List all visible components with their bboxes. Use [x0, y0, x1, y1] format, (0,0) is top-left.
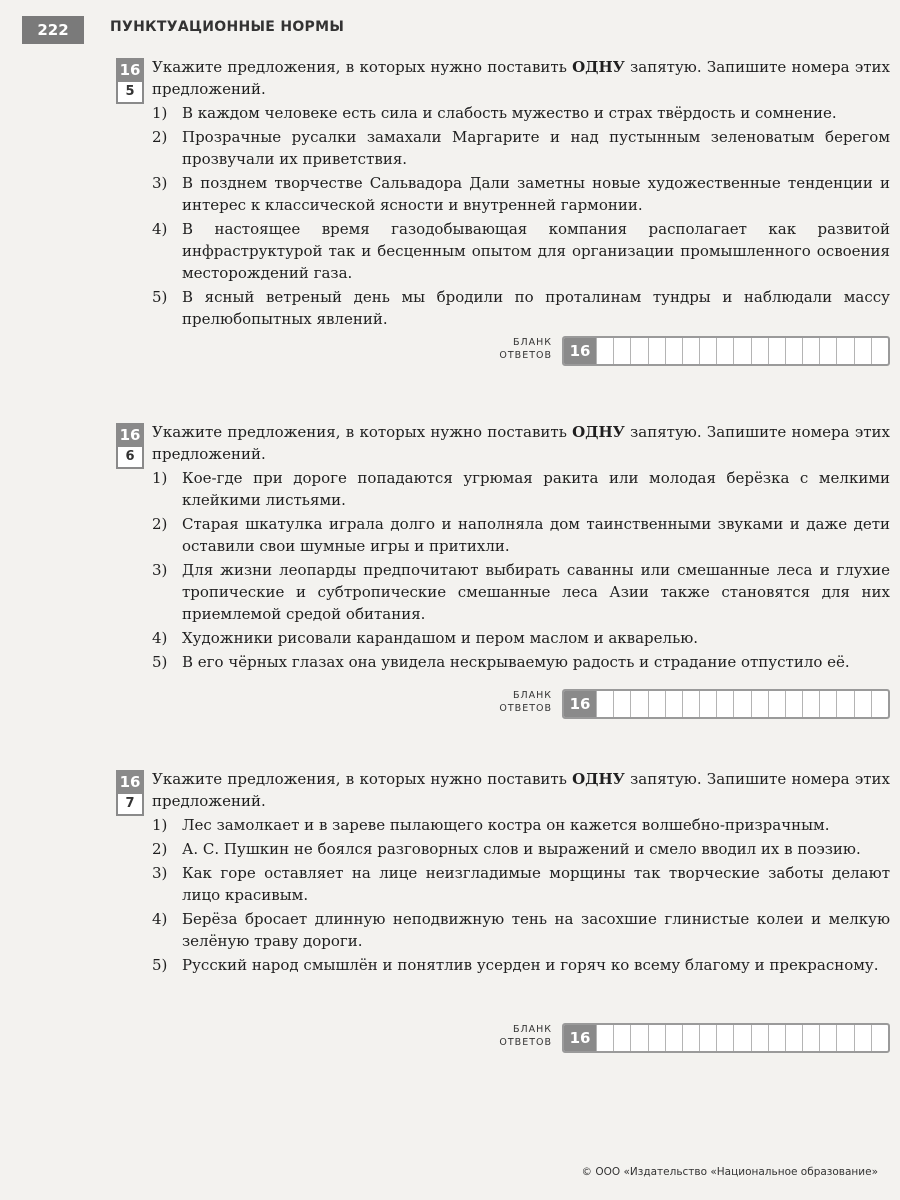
option-number: 1) — [152, 469, 168, 487]
answer-cell[interactable] — [871, 691, 888, 717]
answer-label-line: БЛАНК — [512, 337, 552, 348]
option-item — [152, 559, 890, 625]
option-item — [152, 102, 890, 124]
option-item — [152, 172, 890, 216]
answer-cell[interactable] — [785, 691, 802, 717]
answer-cell[interactable] — [768, 691, 785, 717]
task-prompt — [152, 421, 890, 465]
task-number: 16 — [116, 58, 144, 82]
prompt-text: Укажите предложения, в которых нужно поставить — [152, 770, 573, 788]
task-variant: 6 — [116, 447, 144, 469]
answer-cell[interactable] — [716, 1025, 733, 1051]
option-number: 1) — [152, 104, 168, 122]
answer-cell[interactable] — [630, 691, 647, 717]
answer-cell[interactable] — [733, 691, 750, 717]
answer-cell[interactable] — [871, 338, 888, 364]
option-number: 3) — [152, 561, 168, 579]
answer-cell[interactable] — [785, 1025, 802, 1051]
task-number-badge — [116, 58, 144, 104]
option-item — [152, 218, 890, 284]
answer-strip — [562, 336, 890, 366]
prompt-emphasis: ОДНУ — [572, 423, 625, 441]
option-item — [152, 126, 890, 170]
option-text: Старая шкатулка играла долго и наполняла дом таинственными звуками и даже дети оставили свои шумные игры и притихли. — [182, 515, 890, 555]
option-item — [152, 838, 890, 860]
answer-cell[interactable] — [699, 338, 716, 364]
option-text: Как горе оставляет на лице неизгладимые морщины так творческие заботы делают лицо красивым. — [182, 864, 890, 904]
answer-cell[interactable] — [665, 1025, 682, 1051]
answer-cell[interactable] — [871, 1025, 888, 1051]
answer-cell[interactable] — [854, 1025, 871, 1051]
task-prompt — [152, 56, 890, 100]
task-variant: 5 — [116, 82, 144, 104]
answer-cell[interactable] — [768, 338, 785, 364]
options-list — [152, 814, 890, 976]
answer-task-number: 16 — [564, 1025, 596, 1051]
answer-cell[interactable] — [802, 691, 819, 717]
prompt-emphasis: ОДНУ — [572, 770, 625, 788]
answer-cell[interactable] — [751, 1025, 768, 1051]
answer-cells — [596, 1025, 888, 1051]
answer-cell[interactable] — [665, 691, 682, 717]
answer-cell[interactable] — [733, 338, 750, 364]
copyright-footer: © ООО «Издательство «Национальное образование» — [581, 1166, 878, 1178]
option-text: Берёза бросает длинную неподвижную тень на засохшие глинистые колеи и мелкую зелёную траву дороги. — [182, 910, 890, 950]
option-number: 2) — [152, 515, 168, 533]
option-text: Лес замолкает и в зареве пылающего костра он кажется волшебно-призрачным. — [182, 816, 830, 834]
option-item — [152, 627, 890, 649]
option-text: В каждом человеке есть сила и слабость мужество и страх твёрдость и сомнение. — [182, 104, 837, 122]
answer-cell[interactable] — [682, 691, 699, 717]
answer-form — [490, 336, 890, 364]
prompt-text: запятую. Запишите номера этих предложений. — [152, 423, 890, 463]
answer-form — [490, 1023, 890, 1051]
options-list — [152, 102, 890, 330]
option-text: Кое-где при дороге попадаются угрюмая ракита или молодая берёзка с мелкими клейкими листьями. — [182, 469, 890, 509]
task-variant: 7 — [116, 794, 144, 816]
option-text: В ясный ветреный день мы бродили по проталинам тундры и наблюдали массу прелюбопытных явлений. — [182, 288, 890, 328]
answer-label-line: ОТВЕТОВ — [499, 350, 552, 361]
option-item — [152, 814, 890, 836]
answer-form-label — [490, 1023, 552, 1049]
answer-cell[interactable] — [596, 691, 613, 717]
answer-cell[interactable] — [682, 338, 699, 364]
option-text: Для жизни леопарды предпочитают выбирать саванны или смешанные леса и глухие тропические и субтропические смешанные леса Азии также становятся для них приемлемой средой обитания. — [182, 561, 890, 623]
answer-cell[interactable] — [699, 691, 716, 717]
answer-cell[interactable] — [836, 338, 853, 364]
option-number: 3) — [152, 174, 168, 192]
option-number: 2) — [152, 128, 168, 146]
option-text: Художники рисовали карандашом и пером маслом и акварелью. — [182, 629, 699, 647]
task-number-badge — [116, 770, 144, 816]
answer-form-label — [490, 689, 552, 715]
option-text: Русский народ смышлён и понятлив усерден и горяч ко всему благому и прекрасному. — [182, 956, 879, 974]
answer-cells — [596, 691, 888, 717]
task-prompt — [152, 768, 890, 812]
answer-cell[interactable] — [596, 338, 613, 364]
answer-cell[interactable] — [682, 1025, 699, 1051]
answer-cell[interactable] — [716, 338, 733, 364]
answer-cell[interactable] — [751, 338, 768, 364]
answer-cell[interactable] — [630, 1025, 647, 1051]
answer-form-label — [490, 336, 552, 362]
answer-strip — [562, 1023, 890, 1053]
option-item — [152, 467, 890, 511]
answer-cell[interactable] — [613, 691, 630, 717]
option-text: В настоящее время газодобывающая компания располагает как развитой инфраструктурой так и бесценным опытом для организации промышленного освоения месторождений газа. — [182, 220, 890, 282]
option-number: 3) — [152, 864, 168, 882]
answer-form — [490, 689, 890, 717]
answer-cell[interactable] — [613, 338, 630, 364]
task-number: 16 — [116, 423, 144, 447]
answer-cell[interactable] — [836, 691, 853, 717]
answer-cell[interactable] — [648, 1025, 665, 1051]
answer-cell[interactable] — [613, 1025, 630, 1051]
option-number: 4) — [152, 629, 168, 647]
answer-label-line: БЛАНК — [512, 690, 552, 701]
answer-cells — [596, 338, 888, 364]
prompt-text: запятую. Запишите номера этих предложений. — [152, 58, 890, 98]
option-item — [152, 862, 890, 906]
answer-cell[interactable] — [648, 338, 665, 364]
answer-cell[interactable] — [836, 1025, 853, 1051]
prompt-text: Укажите предложения, в которых нужно поставить — [152, 423, 573, 441]
option-number: 5) — [152, 653, 168, 671]
answer-cell[interactable] — [854, 691, 871, 717]
option-number: 5) — [152, 956, 168, 974]
answer-cell[interactable] — [819, 338, 836, 364]
option-number: 4) — [152, 220, 168, 238]
answer-cell[interactable] — [854, 338, 871, 364]
answer-cell[interactable] — [665, 338, 682, 364]
option-number: 1) — [152, 816, 168, 834]
option-item — [152, 651, 890, 673]
option-item — [152, 954, 890, 976]
answer-cell[interactable] — [819, 1025, 836, 1051]
answer-label-line: БЛАНК — [512, 1024, 552, 1035]
answer-cell[interactable] — [648, 691, 665, 717]
answer-cell[interactable] — [596, 1025, 613, 1051]
answer-cell[interactable] — [785, 338, 802, 364]
option-number: 2) — [152, 840, 168, 858]
prompt-emphasis: ОДНУ — [572, 58, 625, 76]
task-number: 16 — [116, 770, 144, 794]
option-item — [152, 908, 890, 952]
running-head: ПУНКТУАЦИОННЫЕ НОРМЫ — [110, 19, 345, 35]
option-item — [152, 286, 890, 330]
answer-task-number: 16 — [564, 691, 596, 717]
option-text: А. С. Пушкин не боялся разговорных слов и выражений и смело вводил их в поэзию. — [182, 840, 861, 858]
answer-cell[interactable] — [819, 691, 836, 717]
answer-cell[interactable] — [733, 1025, 750, 1051]
option-item — [152, 513, 890, 557]
page-number: 222 — [22, 16, 84, 44]
prompt-text: Укажите предложения, в которых нужно поставить — [152, 58, 573, 76]
answer-cell[interactable] — [802, 1025, 819, 1051]
answer-label-line: ОТВЕТОВ — [499, 1037, 552, 1048]
answer-label-line: ОТВЕТОВ — [499, 703, 552, 714]
option-text: В его чёрных глазах она увидела нескрываемую радость и страдание отпустило её. — [182, 653, 850, 671]
answer-cell[interactable] — [716, 691, 733, 717]
answer-cell[interactable] — [630, 338, 647, 364]
options-list — [152, 467, 890, 673]
option-text: В позднем творчестве Сальвадора Дали заметны новые художественные тенденции и интерес к классической ясности и внутренней гармонии. — [182, 174, 890, 214]
answer-cell[interactable] — [802, 338, 819, 364]
task-number-badge — [116, 423, 144, 469]
answer-task-number: 16 — [564, 338, 596, 364]
answer-cell[interactable] — [699, 1025, 716, 1051]
option-number: 4) — [152, 910, 168, 928]
answer-cell[interactable] — [751, 691, 768, 717]
option-text: Прозрачные русалки замахали Маргарите и над пустынным зеленоватым берегом прозвучали их приветствия. — [182, 128, 890, 168]
option-number: 5) — [152, 288, 168, 306]
answer-cell[interactable] — [768, 1025, 785, 1051]
prompt-text: запятую. Запишите номера этих предложений. — [152, 770, 890, 810]
answer-strip — [562, 689, 890, 719]
